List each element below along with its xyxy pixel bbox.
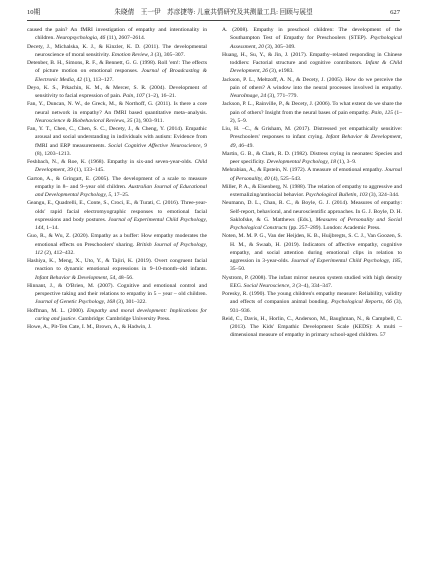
reference-details: (3), 903–911.: [132, 117, 165, 124]
reference-entry: [27, 175, 207, 200]
reference-entry: [222, 315, 402, 340]
reference-text: Hashiya, K., Meng, X., Uto, Y., & Tajiri, K. (2019). Overt congruent facial reaction to dynamic emotional expressions in 9–10-month–old infants.: [27, 258, 207, 273]
reference-text: caused the pain? An fMRI investigation of empathy and intentionality in children.: [27, 27, 207, 42]
reference-entry: [222, 199, 402, 232]
reference-source: Infant Behavior & Development, 54: [35, 274, 116, 281]
reference-details: , 46–49.: [235, 142, 254, 149]
reference-text: Feshbach, N., & Roe, K. (1968). Empathy in six-and seven-year-olds.: [27, 159, 195, 165]
reference-entry: [222, 26, 402, 51]
reference-entry: [27, 158, 207, 175]
reference-text: Hinnant, J., & O'Brien, M. (2007). Cognitive and emotional control and perspective taking and their relations to empathy in 5 – year – old children.: [27, 282, 207, 297]
reference-details: (3), 931–936.: [230, 299, 402, 314]
reference-text: Huang, H., Su, Y., & Jin, J. (2017). Empathy–related responding in Chinese toddlers: Factorial structure and cognitive contributors.: [222, 51, 402, 66]
reference-text: Deyo, K. S., Prkachin, K. M., & Mercer, S. R. (2004). Development of sensitivity to facial expression of pain.: [27, 84, 207, 99]
reference-text: Poresky, R. (1990). The young children's empathy measure: Reliability, validity and effects of companion animal bonding.: [222, 291, 402, 306]
reference-entry: [222, 183, 402, 200]
reference-source: Journal of Genetic Psychology, 168: [35, 299, 116, 306]
reference-entry: [27, 282, 207, 307]
reference-details: (pp. 257–289). London: Academic Press.: [287, 225, 381, 231]
reference-entry: [27, 100, 207, 125]
reference-source: Psychological Assessment, 20: [230, 35, 402, 50]
reference-source: Emotion Review, 3: [111, 51, 154, 58]
reference-details: (1), 113–127.: [82, 76, 114, 83]
reference-source: Psychological Bulletin, 103: [305, 192, 368, 198]
reference-text: Garton, A., & Gringart, E. (2005). The development of a scale to measure empathy in 8– and 9–year old children.: [27, 175, 207, 190]
reference-entry: [222, 76, 402, 101]
reference-source: Journal of Experimental Child Psychology, 144: [35, 216, 207, 231]
reference-details: 57: [379, 332, 386, 339]
reference-source: Psychological Reports, 66: [331, 299, 392, 306]
reference-source: Infant Behavior & Development, 49: [230, 134, 402, 149]
reference-details: (1), 3–9.: [335, 159, 357, 165]
reference-entry: [27, 323, 207, 331]
reference-text: Jackson, P. L., Rainville, P., & Decety, J. (2006). To what extent do we share the pain of others? Insight from the neural bases of pain empathy.: [222, 101, 402, 116]
reference-entry: [27, 43, 207, 60]
reference-column-left: [27, 26, 207, 331]
issue-label: 10期: [27, 9, 41, 16]
reference-text: Howe, A., Pit-Ten Cate, I. M., Brown, A., & Hadwin, J.: [27, 324, 152, 330]
reference-text: Guo, R., & Wu, Z. (2020). Empathy as a buffer: How empathy moderates the emotional effects on Preschoolers' sharing.: [27, 233, 207, 248]
reference-entry: [27, 307, 207, 324]
reference-text: Neumann, D. L., Chan, R. C., & Boyle, G. J. (2014). Measures of empathy: Self-report, behavioral, and neuroscientific approaches. In G. J. Boyle, D. H. Saklofske, & G. Matthews (Eds.),: [222, 200, 402, 223]
reference-details: (1–2), 16–21.: [144, 93, 177, 99]
reference-source: Neuropsychologia, 46: [56, 35, 106, 42]
reference-source: Journal of Broadcasting & Electronic Media, 42: [35, 68, 207, 83]
reference-entry: [222, 274, 402, 291]
reference-entry: [27, 257, 207, 282]
reference-text: Fan, Y. T., Chen, C., Chen, S. C., Decety, J., & Cheng, Y. (2014). Empathic arousal and social understanding in individuals with autism: Evidence from fMRI and ERP measurements.: [27, 126, 207, 149]
reference-entry: [222, 166, 402, 183]
reference-details: (11), 2607–2614.: [105, 35, 146, 42]
reference-column-right: [222, 26, 402, 340]
reference-details: , 48–56.: [115, 274, 134, 281]
reference-details: (3), 324–344.: [367, 192, 400, 198]
reference-source: Journal of Personality, 40: [230, 167, 402, 182]
reference-source: Measures of Personality and Social Psychological Constructs: [230, 216, 402, 231]
reference-details: (1), 133–145.: [72, 167, 105, 174]
reference-source: Developmental Psychology, 18: [266, 159, 336, 165]
reference-entry: [27, 59, 207, 84]
reference-details: (3–4), 334–347.: [294, 282, 333, 289]
reference-entry: [222, 150, 402, 167]
reference-source: NeuroImage, 24: [230, 93, 267, 99]
reference-source: Neuroscience & Biobehavioral Reviews, 35: [35, 117, 133, 124]
reference-source: Pain, 107: [122, 93, 145, 99]
reference-entry: [222, 232, 402, 273]
reference-entry: [27, 26, 207, 43]
reference-details: . Cambridge: Cambridge University Press.: [75, 315, 171, 322]
reference-text: Geangu, E., Quadrelli, E., Conte, S., Croci, E., & Turati, C. (2016). Three-year-olds' rapid facial electromyographic responses to emotional facial expressions and body postures.: [27, 200, 207, 223]
reference-details: , 35–50.: [230, 258, 403, 273]
reference-text: Detenber, B. H., Simons, R. F., & Bennett, G. G. (1998). Roll 'em!: The effects of picture motion on emotional responses.: [27, 60, 207, 75]
reference-details: (3), 305–307.: [153, 51, 185, 58]
reference-source: British Journal of Psychology, 112: [35, 241, 207, 256]
running-header: [27, 6, 400, 21]
reference-details: , 1–14.: [43, 225, 59, 231]
reference-details: (8), 1203–1213.: [35, 150, 71, 157]
reference-source: Social Neuroscience, 3: [243, 282, 295, 289]
reference-source: Pain, 125: [371, 109, 394, 116]
reference-details: , 17–25.: [111, 192, 130, 198]
reference-text: Miller, P. A., & Eisenberg, N. (1988). The relation of empathy to aggressive and externalizing/antisocial behavior.: [222, 183, 402, 198]
reference-source: Australian Journal of Educational and Developmental Psychology, 5: [35, 183, 207, 198]
reference-source: Child Development, 39: [35, 159, 207, 174]
reference-entry: [27, 199, 207, 232]
reference-text: Jackson, P. L., Meltzoff, A. N., & Decety, J. (2005). How do we perceive the pain of others? A window into the neural processes involved in empathy.: [222, 76, 402, 91]
reference-text: A. (2008). Empathy in preschool children: The development of the Southampton Test of Empathy for Preschoolers (STEP).: [222, 27, 402, 42]
reference-source: Journal of Experimental Child Psychology, 185: [291, 258, 401, 264]
reference-text: Hoffman, M. L. (2000).: [27, 307, 87, 314]
reference-details: (2), 412–432.: [42, 249, 75, 256]
reference-entry: [27, 125, 207, 158]
reference-details: (3), 301–322.: [115, 299, 147, 306]
reference-entry: [222, 100, 402, 125]
reference-entry: [222, 51, 402, 76]
reference-details: (3), 771–779.: [266, 93, 298, 99]
reference-text: Noten, M. M. P. G., Van der Heijden, K. B., Huijbregts, S. C. J., Van Goozen, S. H. M., & Swaab, H. (2019). Indicators of affective empathy, cognitive empathy, and social attention during emotional clips in relation to aggression in 3-year-olds.: [222, 233, 402, 264]
reference-source: Empathy and moral development: Implications for caring and justice: [35, 307, 207, 322]
reference-text: Nystrom, P. (2008). The infant mirror neuron system studied with high density EEG.: [222, 274, 402, 289]
reference-text: Liu, H. –C., & Grisham, M. (2017). Distressed yet empathically sensitive: Preschoolers' responses to infant crying.: [222, 126, 402, 141]
reference-source: Infant & Child Development, 26: [230, 60, 402, 75]
reference-entry: [222, 290, 402, 315]
page-number: 627: [390, 9, 400, 16]
reference-entry: [27, 84, 207, 101]
reference-text: Mehrabian, A., & Epstein, N. (1972). A measure of emotional empathy.: [222, 167, 385, 174]
reference-details: (3), e1983.: [267, 68, 294, 75]
reference-details: (4), 525–543.: [269, 175, 302, 182]
reference-text: Reid, C., Davis, H., Horlin, C., Anderson, M., Baughman, N., & Campbell, C. (2013). The Kids' Empathic Development Scale (KEDS): A multi – dimensional measure of empathy in primary school-aged children.: [222, 315, 402, 339]
reference-text: Martin, G. B., & Clark, R. D. (1982). Distress crying in neonates: Species and peer specificity.: [222, 150, 402, 165]
running-title: 朱晓倩 王一伊 苏彦捷等: 儿童共情研究及其测量工具: 回顾与展望: [114, 9, 313, 16]
reference-text: Fan, Y., Duncan, N. W., de Greck, M., & Northoff, G. (2011). Is there a core neural network in empathy? An fMRI based quantitative meta–analysis.: [27, 101, 207, 116]
reference-details: (3), 305–309.: [263, 43, 296, 50]
reference-entry: [222, 125, 402, 150]
reference-entry: [27, 232, 207, 257]
reference-source: Social Cognitive Affective Neuroscience, 9: [108, 142, 207, 149]
reference-details: (1–2), 5–9.: [230, 109, 402, 124]
reference-text: Decety, J., Michalska, K. J., & Kinzler, K. D. (2011). The developmental neuroscience of moral sensitivity.: [27, 43, 207, 58]
